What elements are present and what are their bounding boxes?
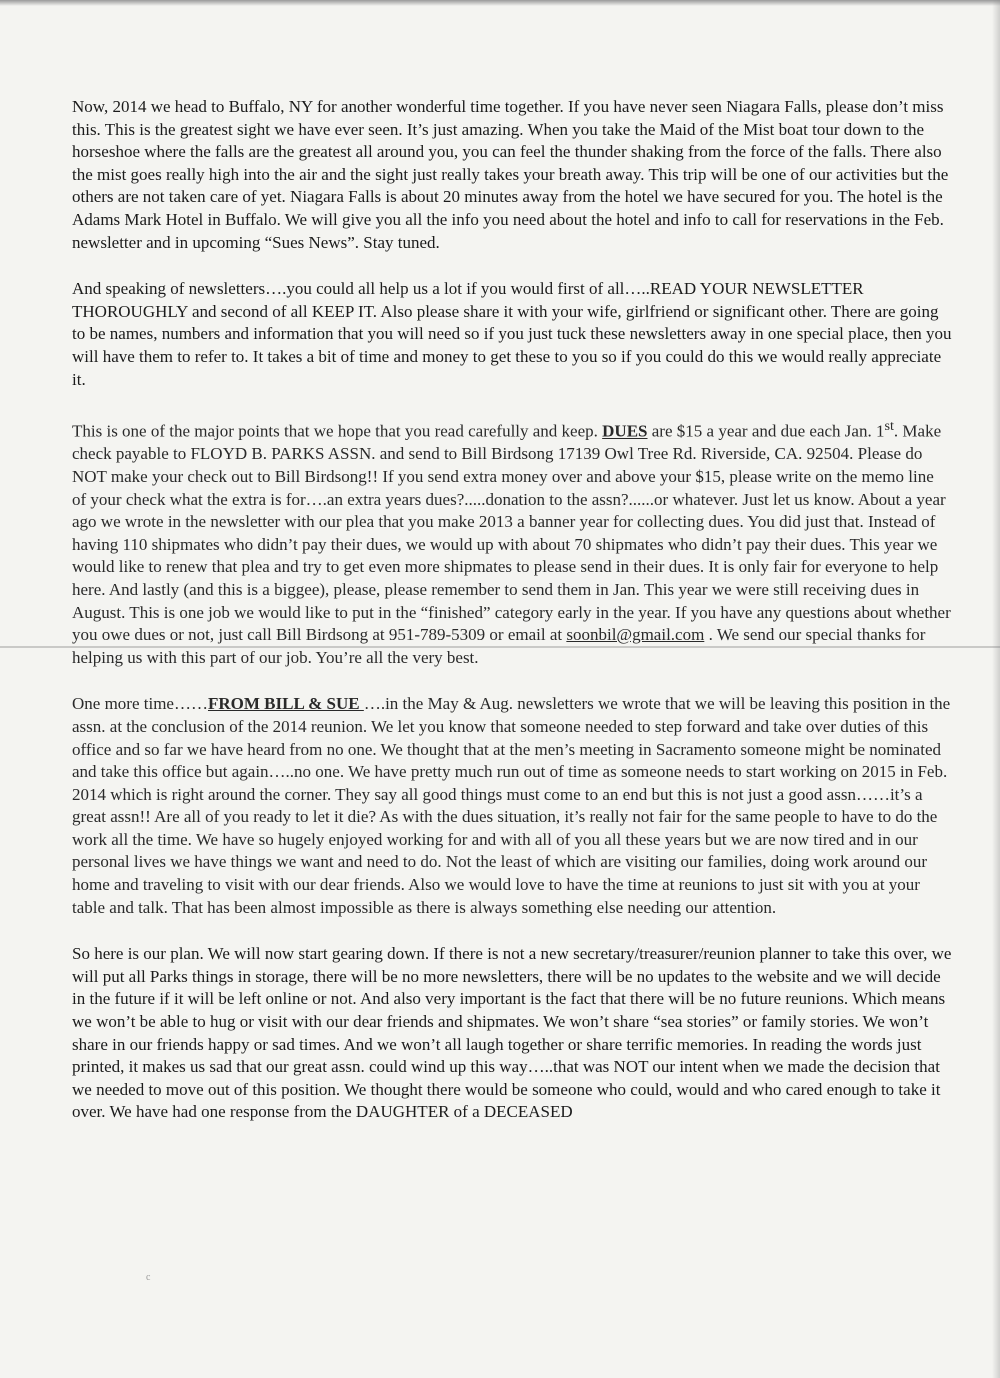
newsletter-page [72,96,952,1148]
paragraph-text: This is one of the major points that we hope that you read carefully and keep. [72,421,603,441]
dues-heading: DUES [602,421,648,441]
paragraph-text: . Make check payable to FLOYD B. PARKS ASSN. and send to Bill Birdsong 17139 Owl Tree Rd. Riverside, CA. 92504. Please do NOT make your check out to Bill Birdsong!! If you send extra money over and above your $15, please write on the memo line of your check what the extra is for….an extra years dues?.....donation to the assn?......or whatever. Just let us know. About a year ago we wrote in the newsletter with our plea that you make 2013 a banner year for collecting dues. You did just that. Instead of having 110 shipmates who didn’t pay their dues, we would up with about 70 shipmates who didn’t pay their dues. This year we would like to renew that plea and try to get even more shipmates to please send in their dues. It is only fair for everyone to help here. And lastly (and this is a biggee), please, please remember to send them in Jan. This year we were still receiving dues in August. This is one job we would like to put in the “finished” category early in the year. If you have any questions about whether you owe dues or not, just call Bill Birdsong at 951-789-5309 or email at [72,421,951,645]
paragraph-text: Now, 2014 we head to Buffalo, NY for another wonderful time together. If you have never seen Niagara Falls, please don’t miss this. This is the greatest sight we have ever seen. It’s just amazing. When you take the Maid of the Mist boat tour down to the horseshoe where the falls are the greatest all around you, you can feel the thunder shaking from the force of the falls. There also the mist goes really high into the air and the sight just really takes your breath away. This trip will be one of our activities but the others are not taken care of yet. Niagara Falls is about 20 minutes away from the hotel we have secured for you. The hotel is the Adams Mark Hotel in Buffalo. We will give you all the info you need about the hotel and info to call for reservations in the Feb. newsletter and in upcoming “Sues News”. Stay tuned. [72,97,949,252]
paragraph-text: And speaking of newsletters….you could all help us a lot if you would first of all…..READ YOUR NEWSLETTER THOROUGHLY and second of all KEEP IT. Also please share it with your wife, girlfriend or significant other. There are going to be names, numbers and information that you will need so if you just tuck these newsletters away in one special place, then you will have them to refer to. It takes a bit of time and money to get these to you so if you could do this we would really appreciate it. [72,279,952,389]
paragraph-text: ….in the May & Aug. newsletters we wrote that we will be leaving this position in the assn. at the conclusion of the 2014 reunion. We let you know that someone needed to step forward and take over duties of this office and so far we have heard from no one. We thought that at the men’s meeting in Sacramento someone might be nominated and take this office but again…..no one. We have pretty much run out of time as someone needs to start working on 2015 in Feb. 2014 which is right around the corner. They say all good things must come to an end but this is not just a good assn……it’s a great assn!! Are all of you ready to let it die? As with the dues situation, it’s really not fair for the same people to have to do the work all the time. We have so hugely enjoyed working for and with all of you all these years but we are now tired and in our personal lives we have things we want and need to do. Not the least of which are visiting our families, doing work around our home and traveling to visit with our dear friends. Also we would love to have the time at reunions to just sit with you at your table and talk. That has been almost impossible as there is always something else needing our attention. [72,694,951,917]
email-link[interactable]: soonbil@gmail.com [566,625,705,645]
stray-scan-mark: c [146,1272,151,1283]
from-bill-sue-heading: FROM BILL & SUE [207,694,364,714]
ordinal-suffix: st [884,418,894,435]
paragraph-newsletters [72,278,952,391]
scan-edge-top [0,0,1000,6]
paragraph-text: So here is our plan. We will now start gearing down. If there is not a new secretary/treasurer/reunion planner to take this over, we will put all Parks things in storage, there will be no more newsletters, there will be no updates to the website and we will decide in the future if it will be left online or not. And also very important is the fact that there will be no future reunions. Which means we won’t be able to hug or visit with our dear friends and shipmates. We won’t share “sea stories” or family stories. We won’t share in our friends happy or sad times. And we won’t all laugh together or share terrific memories. In reading the words just printed, it makes us sad that our great assn. could wind up this way…..that was NOT our intent when we made the decision that we needed to move out of this position. We thought there would be someone who could, would and who cared enough to take it over. We have had one response from the DAUGHTER of a DECEASED [72,944,952,1122]
paragraph-dues [72,415,952,669]
paragraph-text: One more time…… [72,694,208,714]
scan-edge-right [992,0,1000,1378]
paragraph-text: . We send our special thanks for helping us with this part of our job. You’re all the very best. [72,625,926,667]
paragraph-buffalo-reunion [72,96,952,254]
paragraph-our-plan [72,943,952,1124]
paragraph-text: are $15 a year and due each Jan. 1 [647,421,885,441]
paragraph-from-bill-sue [72,693,952,919]
